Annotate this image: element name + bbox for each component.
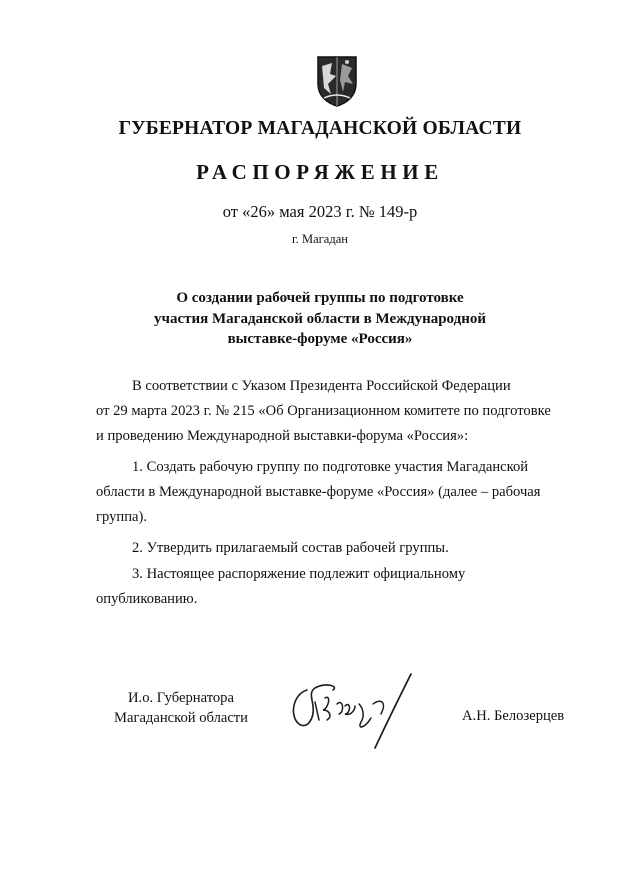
paragraph-line: 2. Утвердить прилагаемый состав рабочей группы. (132, 540, 449, 556)
paragraph-line: области в Международной выставке-форуме «Россия» (далее – рабочая (96, 484, 541, 500)
paragraph-item-1 (96, 455, 574, 530)
document-date-number: от «26» мая 2023 г. № 149-р (222, 202, 418, 221)
word: Федерации (441, 378, 511, 394)
subject-line: участия Магаданской области в Международной (153, 310, 486, 327)
paragraph-preamble (96, 374, 574, 449)
word: Указом (241, 378, 286, 394)
paragraph-line: группа). (96, 509, 147, 525)
paragraph-line: опубликованию. (96, 591, 198, 607)
word: Российской (366, 378, 439, 394)
subject-line: выставке-форуме «Россия» (227, 331, 413, 347)
document-city: г. Магадан (292, 232, 348, 246)
paragraph-item-2 (96, 536, 574, 561)
subject-line: О создании рабочей группы по подготовке (176, 290, 464, 306)
signatory-title (96, 688, 266, 728)
word: Президента (289, 378, 363, 394)
paragraph-item-3 (96, 562, 574, 612)
coat-of-arms-icon (314, 54, 360, 108)
signatory-title-line: Магаданской области (114, 710, 248, 726)
paragraph-line: и проведению Международной выставки-форума «Россия»: (96, 428, 469, 444)
paragraph-line (96, 562, 574, 587)
word: распоряжение (217, 566, 306, 582)
handwritten-signature-icon (285, 668, 415, 752)
document-type-heading: РАСПОРЯЖЕНИЕ (196, 160, 444, 184)
word: 3. (132, 566, 143, 582)
document-subject (0, 288, 640, 350)
word: официальному (373, 566, 466, 582)
word: Настоящее (146, 566, 215, 582)
paragraph-line (96, 374, 574, 399)
word: с (231, 378, 238, 394)
word: подлежит (309, 566, 370, 582)
signatory-name: А.Н. Белозерцев (462, 708, 565, 724)
paragraph-line: от 29 марта 2023 г. № 215 «Об Организационном комитете по подготовке (96, 403, 551, 419)
word: соответствии (145, 378, 228, 394)
signatory-title-line: И.о. Губернатора (128, 690, 234, 706)
issuer-heading: ГУБЕРНАТОР МАГАДАНСКОЙ ОБЛАСТИ (118, 118, 522, 139)
word: В (132, 378, 142, 394)
paragraph-line: 1. Создать рабочую группу по подготовке участия Магаданской (132, 459, 529, 475)
